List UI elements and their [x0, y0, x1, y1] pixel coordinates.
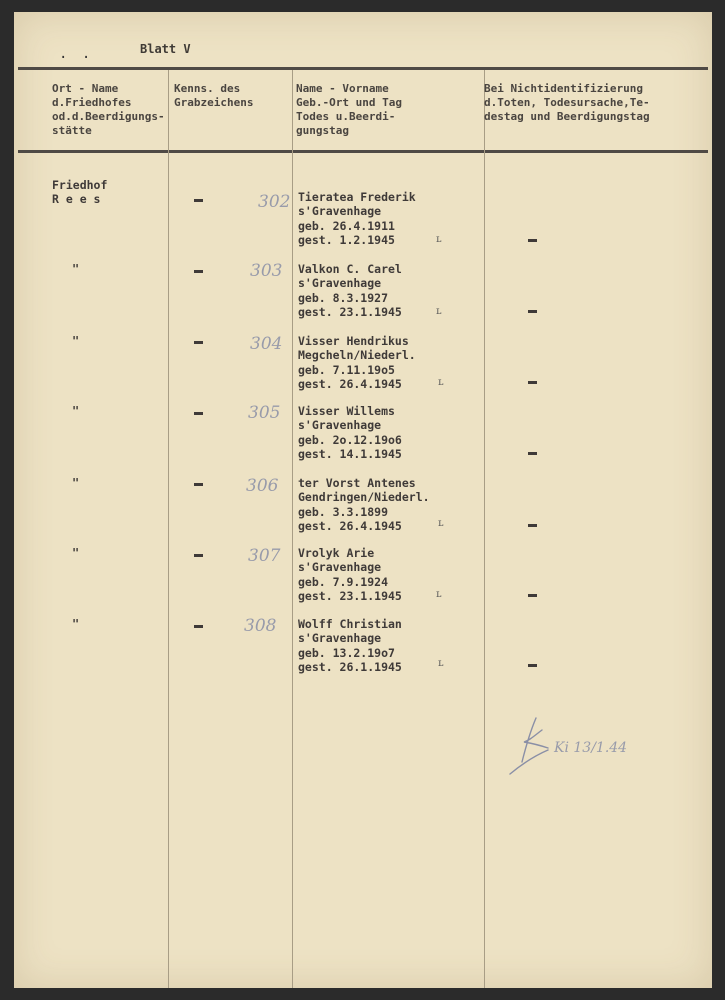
row-ort: " [72, 617, 80, 631]
row-bemerkung-dash [528, 524, 537, 527]
check-mark: ʟ [436, 234, 442, 245]
row-grab-dash [194, 341, 203, 344]
check-mark: ʟ [438, 658, 444, 669]
row-grab-dash [194, 554, 203, 557]
row-ort: " [72, 334, 80, 348]
row-name: Vrolyk Arie s'Gravenhage geb. 7.9.1924 gest. 23.1.1945 [298, 546, 402, 603]
column-divider-1 [168, 70, 169, 988]
pencil-grave-number: 307 [248, 546, 281, 566]
row-grab-dash [194, 199, 203, 202]
check-mark: ʟ [436, 306, 442, 317]
header-bottom-rule [18, 150, 708, 153]
check-mark: ʟ [438, 518, 444, 529]
check-mark: ʟ [438, 377, 444, 388]
row-grab-dash [194, 270, 203, 273]
row-grab-dash [194, 625, 203, 628]
document-page [14, 12, 712, 988]
row-bemerkung-dash [528, 664, 537, 667]
column-header-name: Name - Vorname Geb.-Ort und Tag Todes u.Beerdi- gungstag [296, 82, 402, 137]
column-divider-2 [292, 70, 293, 988]
row-bemerkung-dash [528, 239, 537, 242]
row-bemerkung-dash [528, 381, 537, 384]
row-grab-dash [194, 412, 203, 415]
row-name: Visser Hendrikus Megcheln/Niederl. geb. 7.11.19o5 gest. 26.4.1945 [298, 334, 416, 391]
pencil-grave-number: 303 [250, 261, 283, 281]
row-bemerkung-dash [528, 594, 537, 597]
pencil-grave-number: 306 [246, 476, 279, 496]
row-grab-dash [194, 483, 203, 486]
column-divider-3 [484, 70, 485, 988]
row-name: ter Vorst Antenes Gendringen/Niederl. geb. 3.3.1899 gest. 26.4.1945 [298, 476, 430, 533]
row-name: Visser Willems s'Gravenhage geb. 2o.12.19o6 gest. 14.1.1945 [298, 404, 402, 461]
pencil-grave-number: 305 [248, 403, 281, 423]
pencil-signature-text: Ki 13/1.44 [554, 740, 628, 756]
column-header-bemerkung: Bei Nichtidentifizierung d.Toten, Todesursache,Te- destag und Beerdigungstag [484, 82, 650, 123]
row-ort: " [72, 404, 80, 418]
row-bemerkung-dash [528, 310, 537, 313]
column-header-ort: Ort - Name d.Friedhofes od.d.Beerdigungs- stätte [52, 82, 165, 137]
punch-marks: . . [59, 46, 94, 62]
row-bemerkung-dash [528, 452, 537, 455]
row-ort: Friedhof R e e s [52, 178, 108, 207]
row-name: Tieratea Frederik s'Gravenhage geb. 26.4.1911 gest. 1.2.1945 [298, 190, 416, 247]
row-ort: " [72, 476, 80, 490]
row-ort: " [72, 546, 80, 560]
pencil-grave-number: 302 [258, 192, 291, 212]
pencil-grave-number: 308 [244, 616, 277, 636]
column-header-grabzeichen: Kenns. des Grabzeichens [174, 82, 254, 109]
check-mark: ʟ [436, 589, 442, 600]
row-name: Wolff Christian s'Gravenhage geb. 13.2.19o7 gest. 26.1.1945 [298, 617, 402, 674]
row-ort: " [72, 262, 80, 276]
pencil-grave-number: 304 [250, 334, 283, 354]
row-name: Valkon C. Carel s'Gravenhage geb. 8.3.1927 gest. 23.1.1945 [298, 262, 402, 319]
header-top-rule [18, 67, 708, 70]
sheet-title: Blatt V [140, 42, 191, 56]
